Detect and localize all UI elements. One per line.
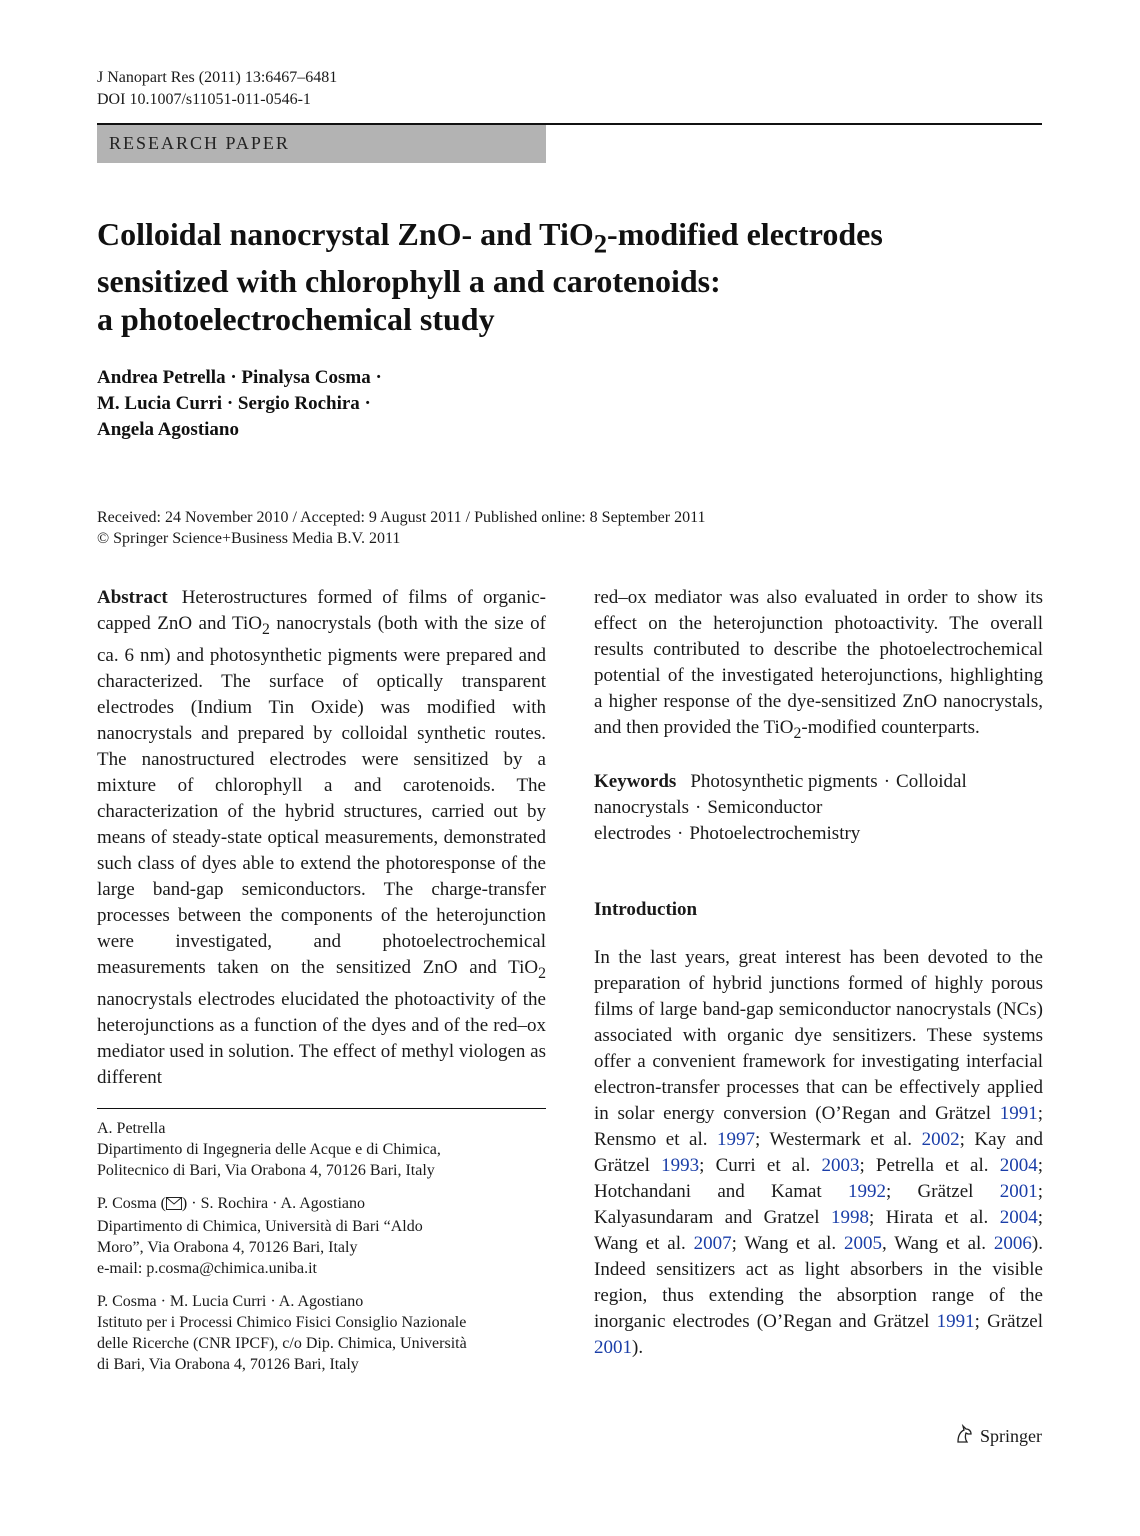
publisher-logo bbox=[954, 1424, 1042, 1449]
article-title bbox=[97, 215, 1042, 338]
keywords-label: Keywords bbox=[594, 770, 677, 792]
envelope-icon bbox=[166, 1195, 182, 1216]
citation-link[interactable]: 2003 bbox=[821, 1154, 860, 1176]
publication-history bbox=[97, 507, 706, 549]
citation-link[interactable]: 1991 bbox=[999, 1102, 1038, 1124]
citation-link[interactable]: 2001 bbox=[999, 1180, 1038, 1202]
citation-link[interactable]: 1997 bbox=[717, 1128, 756, 1150]
abstract-continued: red–ox mediator was also evaluated in order to show its effect on the heterojunction photoactivity. The overall results contributed to describe the photoelectrochemical potential of the investigated heterojunctions, highlighting a higher response of the dye-sensitized ZnO nanocrystals, and then provided the TiO$_2$-modified counterparts. bbox=[594, 587, 1043, 742]
citation-link[interactable]: 2007 bbox=[693, 1232, 732, 1254]
copyright: © Springer Science+Business Media B.V. 2011 bbox=[97, 530, 401, 547]
right-column bbox=[594, 585, 1043, 1361]
affiliation-2: P. Cosma ( ) · S. Rochira · A. Agostiano Dipartimento di Chimica, Università di Bari “Aldo Moro”, Via Orabona 4, 70126 Bari, Italy e-mail: p.cosma@chimica.uniba.it bbox=[97, 1195, 423, 1277]
citation-link[interactable]: 1991 bbox=[936, 1310, 975, 1332]
author-list bbox=[97, 365, 382, 443]
title-line-2: sensitized with chlorophyll a and carotenoids: bbox=[97, 263, 721, 300]
springer-horse-icon bbox=[954, 1424, 974, 1449]
affiliations bbox=[97, 1118, 546, 1387]
footnote-rule bbox=[97, 1108, 546, 1109]
citation-link[interactable]: 2006 bbox=[993, 1232, 1032, 1254]
abstract: Abstract Heterostructures formed of films of organic-capped ZnO and TiO$_2$ nanocrystals (both with the size of ca. 6 nm) and photosynthetic pigments were prepared and characterized. The surface of optically transparent electrodes (Indium Tin Oxide) was modified with nanocrystals and prepared by colloidal synthetic routes. The nanostructured electrodes were sensitized by a mixture of chlorophyll a and carotenoids. The characterization of the hybrid structures, carried out by means of steady-state optical measurements, demonstrated such class of dyes able to extend the photoresponse of the large band-gap semiconductors. The charge-transfer processes between the components of the heterojunction were investigated, and photoelectrochemical measurements taken on the sensitized ZnO and TiO$_2$ nanocrystals electrodes elucidated the photoactivity of the heterojunctions as a function of the dyes and of the red–ox mediator used in solution. The effect of methyl viologen as different bbox=[97, 587, 546, 1088]
introduction-paragraph: In the last years, great interest has been devoted to the preparation of hybrid junctions formed of highly porous films of large band-gap semiconductor nanocrystals (NCs) associated with organic dye sensitizers. These systems offer a convenient framework for investigating interfacial electron-transfer processes that can be effectively applied in solar energy conversion (O’Regan and Grätzel 1991; Rensmo et al. 1997; Westermark et al. 2002; Kay and Grätzel 1993; Curri et al. 2003; Petrella et al. 2004; Hotchandani and Kamat 1992; Grätzel 2001; Kalyasundaram and Gratzel 1998; Hirata et al. 2004; Wang et al. 2007; Wang et al. 2005, Wang et al. 2006). Indeed sensitizers act as light absorbers in the visible region, thus extending the absorption range of the inorganic electrodes (O’Regan and Grätzel 1991; Grätzel 2001). bbox=[594, 946, 1044, 1358]
publisher-name: Springer bbox=[980, 1426, 1042, 1446]
category-label: RESEARCH PAPER bbox=[109, 133, 290, 153]
introduction-heading: Introduction bbox=[594, 898, 698, 920]
title-line-3: a photoelectrochemical study bbox=[97, 301, 495, 338]
category-banner bbox=[97, 125, 546, 163]
history-dates: Received: 24 November 2010 / Accepted: 9 August 2011 / Published online: 8 September 2011 bbox=[97, 509, 706, 526]
authors-line-2: M. Lucia Curri · Sergio Rochira · bbox=[97, 393, 371, 414]
abstract-column bbox=[97, 585, 546, 1091]
authors-line-3: Angela Agostiano bbox=[97, 419, 239, 440]
affiliation-3: P. Cosma · M. Lucia Curri · A. Agostiano Istituto per i Processi Chimico Fisici Consiglio Nazionale delle Ricerche (CNR IPCF), c/o Dip. Chimica, Università di Bari, Via Orabona 4, 70126 Bari, Italy bbox=[97, 1293, 467, 1373]
title-line-1: Colloidal nanocrystal ZnO- and TiO$_2$-modified electrodes bbox=[97, 216, 883, 259]
affiliation-1: A. Petrella Dipartimento di Ingegneria delle Acque e di Chimica, Politecnico di Bari, Via Orabona 4, 70126 Bari, Italy bbox=[97, 1120, 441, 1179]
journal-citation: J Nanopart Res (2011) 13:6467–6481 bbox=[97, 69, 338, 86]
citation-link[interactable]: 2002 bbox=[921, 1128, 960, 1150]
citation-link[interactable]: 1992 bbox=[847, 1180, 886, 1202]
citation-link[interactable]: 2001 bbox=[594, 1336, 632, 1358]
citation-link[interactable]: 1998 bbox=[830, 1206, 869, 1228]
citation-link[interactable]: 2005 bbox=[844, 1232, 883, 1254]
email-link[interactable]: e-mail: p.cosma@chimica.uniba.it bbox=[97, 1260, 317, 1277]
journal-meta bbox=[97, 67, 337, 111]
authors-line-1: Andrea Petrella · Pinalysa Cosma · bbox=[97, 367, 382, 388]
citation-link[interactable]: 2004 bbox=[999, 1154, 1038, 1176]
citation-link[interactable]: 1993 bbox=[661, 1154, 700, 1176]
keywords: Keywords Photosynthetic pigments · Colloidal nanocrystals · Semiconductor electrodes · Photoelectrochemistry bbox=[594, 770, 967, 844]
doi: DOI 10.1007/s11051-011-0546-1 bbox=[97, 91, 311, 108]
citation-link[interactable]: 2004 bbox=[999, 1206, 1038, 1228]
abstract-label: Abstract bbox=[97, 587, 168, 608]
